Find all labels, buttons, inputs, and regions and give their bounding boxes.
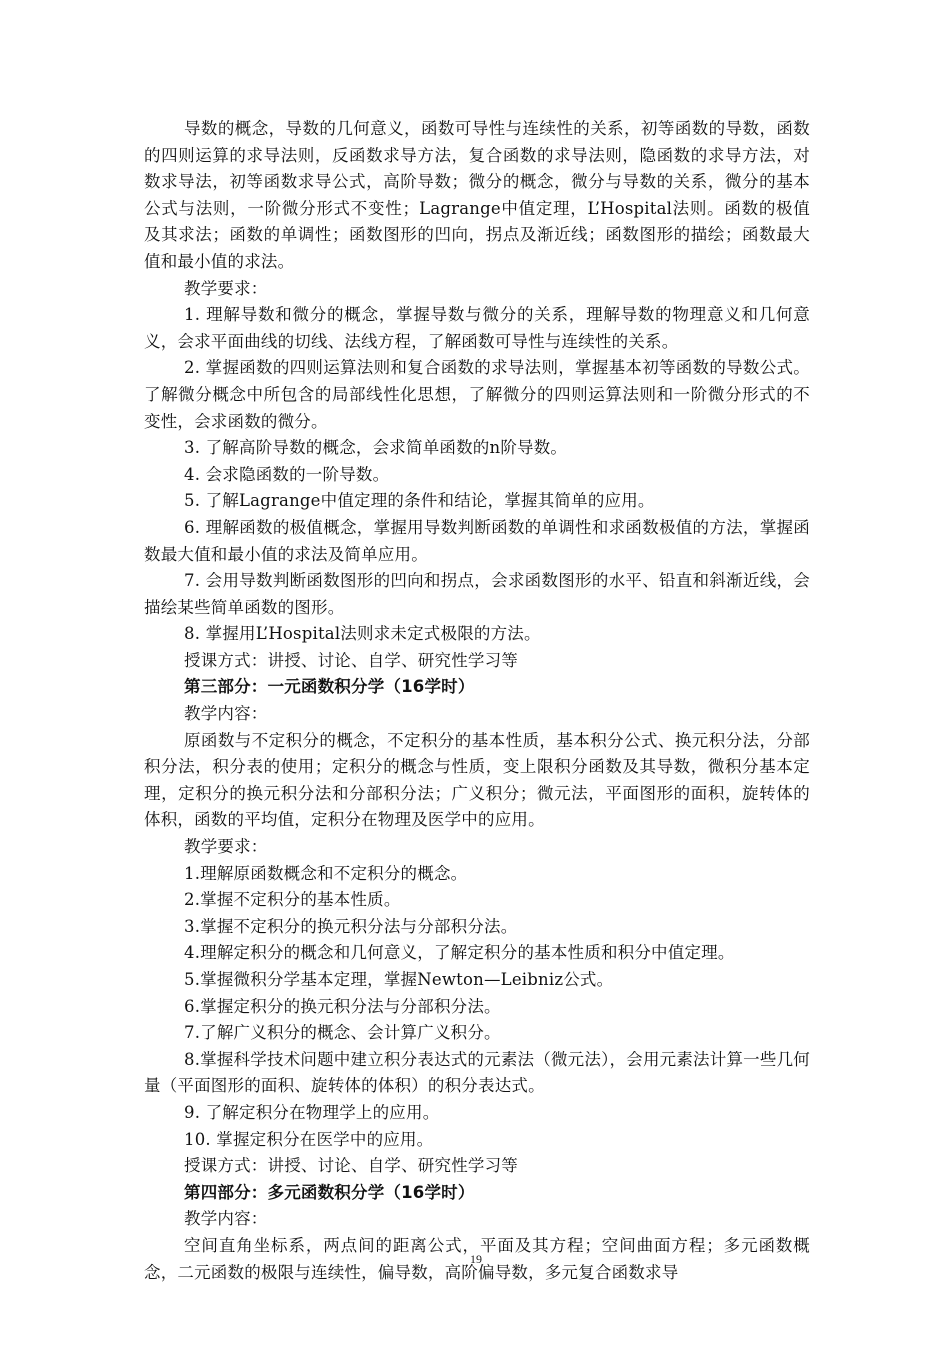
paragraph: 7. 会用导数判断函数图形的凹向和拐点，会求函数图形的水平、铅直和斜渐近线，会描绘某些简单函数的图形。 — [144, 571, 810, 617]
paragraph: 原函数与不定积分的概念，不定积分的基本性质，基本积分公式、换元积分法，分部积分法，积分表的使用；定积分的概念与性质，变上限积分函数及其导数，微积分基本定理，定积分的换元积分法和分部积分法；广义积分；微元法，平面图形的面积，旋转体的体积，函数的平均值，定积分在物理及医学中的应用。 — [144, 730, 810, 830]
paragraph: 4. 会求隐函数的一阶导数。 — [184, 464, 390, 484]
paragraph: 6.掌握定积分的换元积分法与分部积分法。 — [184, 996, 501, 1016]
paragraph: 2.掌握不定积分的基本性质。 — [184, 890, 401, 910]
paragraph: 3.掌握不定积分的换元积分法与分部积分法。 — [184, 916, 518, 936]
paragraph: 导数的概念，导数的几何意义，函数可导性与连续性的关系，初等函数的导数，函数的四则运算的求导法则，反函数求导方法，复合函数的求导法则，隐函数的求导方法，对数求导法，初等函数求导公式，高阶导数；微分的概念，微分与导数的关系，微分的基本公式与法则，一阶微分形式不变性；Lagrange中值定理，L’Hospital法则。函数的极值及其求法；函数的单调性；函数图形的凹向，拐点及渐近线；函数图形的描绘；函数最大值和最小值的求法。 — [144, 119, 810, 271]
paragraph: 8.掌握科学技术问题中建立积分表达式的元素法（微元法），会用元素法计算一些几何量（平面图形的面积、旋转体的体积）的积分表达式。 — [144, 1049, 810, 1096]
paragraph: 授课方式：讲授、讨论、自学、研究性学习等 — [184, 650, 518, 670]
paragraph: 2. 掌握函数的四则运算法则和复合函数的求导法则，掌握基本初等函数的导数公式。了解微分概念中所包含的局部线性化思想，了解微分的四则运算法则和一阶微分形式的不变性，会求函数的微分。 — [144, 358, 810, 431]
paragraph: 5.掌握微积分学基本定理，掌握Newton—Leibniz公式。 — [184, 970, 614, 989]
paragraph: 7.了解广义积分的概念、会计算广义积分。 — [184, 1023, 501, 1043]
paragraph: 6. 理解函数的极值概念，掌握用导数判断函数的单调性和求函数极值的方法，掌握函数最大值和最小值的求法及简单应用。 — [144, 517, 810, 564]
paragraph: 1. 理解导数和微分的概念，掌握导数与微分的关系，理解导数的物理意义和几何意义，会求平面曲线的切线、法线方程，了解函数可导性与连续性的关系。 — [144, 305, 810, 351]
paragraph: 教学内容： — [184, 704, 268, 724]
paragraph: 10. 掌握定积分在医学中的应用。 — [184, 1129, 434, 1149]
paragraph: 1.理解原函数概念和不定积分的概念。 — [184, 863, 468, 883]
paragraph: 4.理解定积分的概念和几何意义，了解定积分的基本性质和积分中值定理。 — [184, 943, 735, 963]
page-number: 19 — [470, 1252, 482, 1266]
paragraph: 9. 了解定积分在物理学上的应用。 — [184, 1102, 440, 1122]
document-body — [144, 116, 810, 1286]
paragraph: 授课方式：讲授、讨论、自学、研究性学习等 — [184, 1156, 518, 1176]
paragraph: 3. 了解高阶导数的概念，会求简单函数的n阶导数。 — [184, 438, 568, 458]
paragraph: 8. 掌握用L’Hospital法则求未定式极限的方法。 — [184, 624, 541, 644]
paragraph: 空间直角坐标系，两点间的距离公式，平面及其方程；空间曲面方程；多元函数概念，二元函数的极限与连续性，偏导数，高阶偏导数，多元复合函数求导 — [144, 1235, 810, 1282]
paragraph: 教学要求： — [184, 278, 268, 298]
section-heading: 第四部分：多元函数积分学（16学时） — [184, 1182, 475, 1202]
paragraph: 5. 了解Lagrange中值定理的条件和结论，掌握其简单的应用。 — [184, 491, 655, 511]
paragraph: 教学要求： — [184, 837, 268, 857]
paragraph: 教学内容： — [184, 1209, 268, 1229]
section-heading: 第三部分：一元函数积分学（16学时） — [184, 677, 475, 697]
